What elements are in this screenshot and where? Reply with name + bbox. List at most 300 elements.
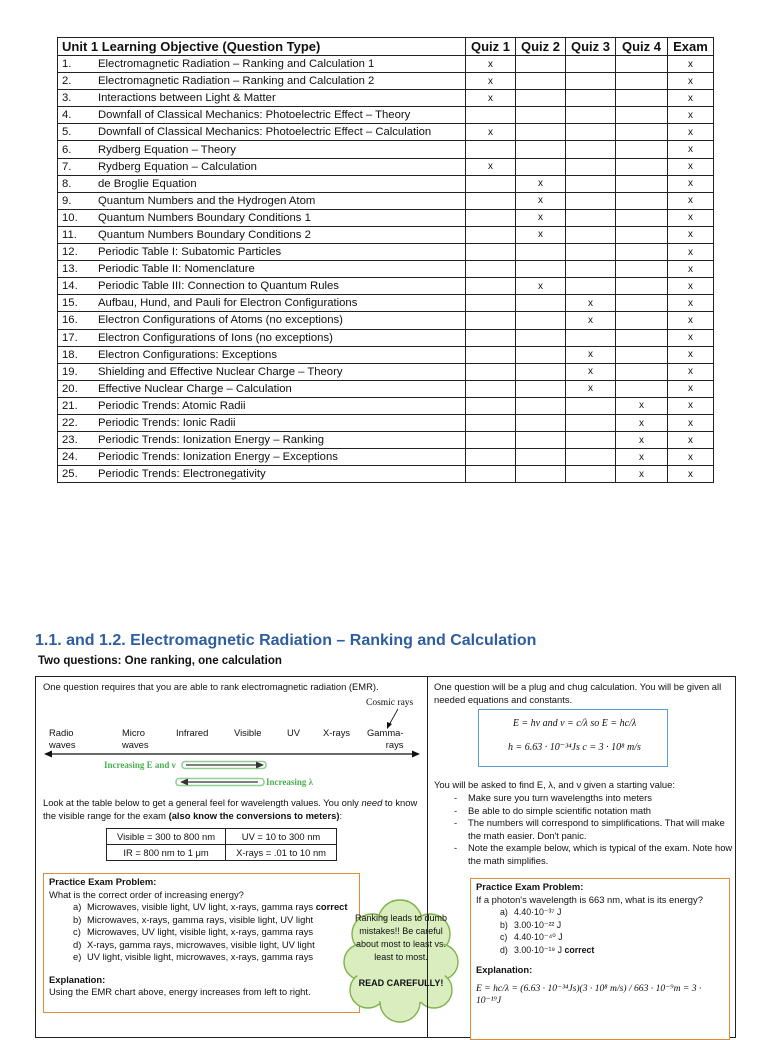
answer-option bbox=[500, 919, 726, 932]
assessment-mark: x bbox=[668, 56, 714, 73]
calculation-explanation-equation: E = hc/λ = (6.63 · 10⁻³⁴Js)(3 · 10⁸ m/s) / 663 · 10⁻⁹m = 3 · 10⁻¹⁹J bbox=[476, 982, 702, 1006]
objective-cell bbox=[58, 380, 466, 397]
assessment-mark bbox=[516, 449, 566, 466]
answer-option bbox=[73, 951, 354, 964]
assessment-mark: x bbox=[516, 192, 566, 209]
emr-radio-line2: waves bbox=[49, 739, 76, 750]
answer-letter: c) bbox=[73, 926, 81, 937]
assessment-mark bbox=[566, 107, 616, 124]
assessment-mark bbox=[566, 414, 616, 431]
objective-number: 4. bbox=[62, 109, 72, 122]
objective-number: 5. bbox=[62, 126, 72, 139]
assessment-mark bbox=[566, 278, 616, 295]
list-item: - Make sure you turn wavelengths into meters bbox=[468, 792, 734, 805]
assessment-mark bbox=[616, 312, 668, 329]
objective-number: 9. bbox=[62, 194, 72, 207]
table-row bbox=[107, 829, 337, 845]
table-row bbox=[58, 346, 714, 363]
assessment-mark: x bbox=[668, 449, 714, 466]
list-item: - Be able to do simple scientific notation math bbox=[468, 805, 734, 818]
objective-cell bbox=[58, 124, 466, 141]
assessment-mark: x bbox=[516, 278, 566, 295]
ranking-practice-title: Practice Exam Problem: bbox=[49, 876, 157, 887]
assessment-mark: x bbox=[616, 397, 668, 414]
answer-option bbox=[500, 944, 726, 957]
answer-letter: d) bbox=[500, 944, 508, 955]
answer-option bbox=[73, 914, 354, 927]
assessment-mark bbox=[616, 380, 668, 397]
assessment-mark: x bbox=[668, 175, 714, 192]
objective-text: Periodic Table II: Nomenclature bbox=[98, 263, 255, 276]
table-row bbox=[58, 397, 714, 414]
objective-text: Periodic Trends: Atomic Radii bbox=[98, 399, 246, 412]
wavelength-guidance-mid: to know the visible range for the exam bbox=[43, 797, 418, 821]
assessment-mark: x bbox=[516, 209, 566, 226]
ranking-practice-question: What is the correct order of increasing energy? bbox=[49, 888, 244, 900]
assessment-mark bbox=[616, 209, 668, 226]
assessment-mark bbox=[516, 414, 566, 431]
assessment-mark bbox=[566, 329, 616, 346]
calculation-ask: You will be asked to find E, λ, and ν given a starting value: bbox=[434, 779, 675, 790]
assessment-mark: x bbox=[668, 158, 714, 175]
objective-cell bbox=[58, 449, 466, 466]
assessment-mark: x bbox=[668, 209, 714, 226]
objective-cell bbox=[58, 363, 466, 380]
wavelength-guidance-pre: Look at the table below to get a general feel for wavelength values. You only bbox=[43, 797, 362, 808]
assessment-mark bbox=[466, 175, 516, 192]
answer-option bbox=[73, 939, 354, 952]
objective-text: Electron Configurations of Ions (no exceptions) bbox=[98, 331, 333, 344]
objective-number: 6. bbox=[62, 143, 72, 156]
answer-text: Microwaves, x-rays, gamma rays, visible light, UV light bbox=[87, 913, 314, 925]
assessment-mark bbox=[466, 329, 516, 346]
table-row bbox=[58, 244, 714, 261]
wavelength-ranges-table bbox=[106, 828, 337, 861]
assessment-mark bbox=[566, 226, 616, 243]
assessment-mark bbox=[616, 192, 668, 209]
assessment-mark: x bbox=[566, 295, 616, 312]
answer-letter: c) bbox=[500, 932, 508, 942]
calculation-tips-list bbox=[434, 792, 734, 867]
table-row bbox=[58, 90, 714, 107]
objective-cell bbox=[58, 158, 466, 175]
objective-text: Shielding and Effective Nuclear Charge – Theory bbox=[98, 365, 343, 378]
assessment-mark bbox=[466, 226, 516, 243]
objective-number: 12. bbox=[62, 246, 78, 259]
ranking-intro: One question requires that you are able to rank electromagnetic radiation (EMR). bbox=[43, 681, 379, 692]
objective-number: 10. bbox=[62, 211, 78, 224]
table-row bbox=[58, 295, 714, 312]
equation-constants: h = 6.63 · 10⁻³⁴Js c = 3 · 10⁸ m/s bbox=[508, 742, 641, 753]
objective-cell bbox=[58, 346, 466, 363]
assessment-mark: x bbox=[566, 346, 616, 363]
answer-option bbox=[73, 926, 354, 939]
answer-option bbox=[500, 906, 726, 919]
wavelength-uv: UV = 10 to 300 nm bbox=[226, 829, 337, 845]
assessment-mark: x bbox=[668, 414, 714, 431]
assessment-mark: x bbox=[466, 73, 516, 90]
objective-text: Periodic Trends: Ionization Energy – Exceptions bbox=[98, 451, 338, 464]
assessment-mark bbox=[466, 414, 516, 431]
objective-text: Effective Nuclear Charge – Calculation bbox=[98, 382, 292, 395]
objective-number: 3. bbox=[62, 92, 72, 105]
table-row bbox=[58, 466, 714, 483]
answer-letter: a) bbox=[73, 901, 82, 912]
objective-cell bbox=[58, 432, 466, 449]
warning-cloud-bold: READ CAREFULLY! bbox=[358, 978, 444, 988]
objective-text: Electromagnetic Radiation – Ranking and Calculation 2 bbox=[98, 75, 375, 88]
table-header-row bbox=[58, 38, 714, 56]
assessment-mark bbox=[566, 141, 616, 158]
increasing-energy-label: Increasing E and ν bbox=[104, 760, 176, 770]
assessment-mark bbox=[466, 449, 516, 466]
ranking-answer-list bbox=[49, 901, 354, 964]
objective-cell bbox=[58, 192, 466, 209]
cosmic-rays-label: Cosmic rays bbox=[366, 698, 414, 708]
objective-text: de Broglie Equation bbox=[98, 177, 197, 190]
objective-number: 1. bbox=[62, 58, 72, 71]
objective-number: 11. bbox=[62, 228, 77, 241]
assessment-mark bbox=[516, 432, 566, 449]
assessment-mark bbox=[466, 397, 516, 414]
increasing-wavelength-label: Increasing λ bbox=[266, 777, 314, 787]
assessment-mark bbox=[616, 295, 668, 312]
assessment-mark bbox=[616, 261, 668, 278]
objective-number: 2. bbox=[62, 75, 72, 88]
calculation-practice-title: Practice Exam Problem: bbox=[476, 881, 584, 892]
table-row bbox=[58, 261, 714, 278]
emr-micro-line1: Micro bbox=[122, 727, 145, 738]
header-exam: Exam bbox=[668, 38, 714, 56]
header-quiz-3: Quiz 3 bbox=[566, 38, 616, 56]
answer-option bbox=[73, 901, 354, 914]
emr-uv: UV bbox=[287, 727, 301, 738]
assessment-mark bbox=[466, 432, 516, 449]
assessment-mark bbox=[516, 466, 566, 483]
assessment-mark bbox=[616, 278, 668, 295]
assessment-mark bbox=[566, 175, 616, 192]
emr-gamma bbox=[367, 727, 403, 751]
emr-xrays: X-rays bbox=[323, 727, 351, 738]
emr-visible: Visible bbox=[234, 727, 262, 738]
assessment-mark bbox=[616, 107, 668, 124]
assessment-mark bbox=[566, 90, 616, 107]
assessment-mark: x bbox=[668, 432, 714, 449]
assessment-mark bbox=[616, 141, 668, 158]
assessment-mark: x bbox=[668, 124, 714, 141]
assessment-mark bbox=[466, 209, 516, 226]
assessment-mark bbox=[616, 244, 668, 261]
objective-cell bbox=[58, 107, 466, 124]
assessment-mark bbox=[516, 90, 566, 107]
assessment-mark bbox=[516, 312, 566, 329]
objective-number: 25. bbox=[62, 468, 78, 481]
objective-cell bbox=[58, 312, 466, 329]
correct-marker: correct bbox=[564, 944, 595, 955]
assessment-mark bbox=[566, 397, 616, 414]
assessment-mark bbox=[566, 192, 616, 209]
assessment-mark bbox=[516, 261, 566, 278]
objective-cell bbox=[58, 90, 466, 107]
assessment-mark bbox=[516, 124, 566, 141]
objective-number: 17. bbox=[62, 331, 78, 344]
wavelength-guidance-post: : bbox=[339, 809, 343, 821]
table-row bbox=[107, 845, 337, 861]
objective-number: 8. bbox=[62, 177, 72, 190]
table-row bbox=[58, 192, 714, 209]
assessment-mark bbox=[616, 158, 668, 175]
wavelength-guidance-em: need bbox=[361, 797, 383, 808]
wavelength-xrays: X-rays = .01 to 10 nm bbox=[226, 845, 337, 861]
objective-cell bbox=[58, 141, 466, 158]
calculation-explanation-title: Explanation: bbox=[476, 964, 533, 975]
table-row bbox=[58, 107, 714, 124]
objective-text: Periodic Trends: Ionic Radii bbox=[98, 417, 236, 430]
objective-cell bbox=[58, 261, 466, 278]
assessment-mark: x bbox=[668, 90, 714, 107]
header-quiz-2: Quiz 2 bbox=[516, 38, 566, 56]
assessment-mark: x bbox=[466, 158, 516, 175]
objective-cell bbox=[58, 329, 466, 346]
assessment-mark: x bbox=[668, 363, 714, 380]
assessment-mark bbox=[616, 90, 668, 107]
assessment-mark bbox=[466, 244, 516, 261]
assessment-mark bbox=[566, 244, 616, 261]
answer-text: 3.00·10⁻¹⁹ J bbox=[514, 944, 565, 955]
objective-text: Electron Configurations of Atoms (no exceptions) bbox=[98, 314, 343, 327]
assessment-mark bbox=[466, 192, 516, 209]
assessment-mark: x bbox=[566, 312, 616, 329]
ranking-explanation-title: Explanation: bbox=[49, 973, 106, 985]
assessment-mark bbox=[466, 346, 516, 363]
assessment-mark bbox=[616, 226, 668, 243]
objective-cell bbox=[58, 397, 466, 414]
assessment-mark bbox=[466, 295, 516, 312]
answer-text: 4.40·10⁻⁴⁰ J bbox=[514, 932, 563, 942]
table-row bbox=[58, 380, 714, 397]
assessment-mark bbox=[516, 380, 566, 397]
emr-radio bbox=[49, 727, 76, 751]
assessment-mark bbox=[616, 363, 668, 380]
assessment-mark: x bbox=[668, 329, 714, 346]
assessment-mark bbox=[566, 124, 616, 141]
assessment-mark bbox=[466, 363, 516, 380]
objective-text: Downfall of Classical Mechanics: Photoelectric Effect – Theory bbox=[98, 109, 411, 122]
answer-text: UV light, visible light, microwaves, x-rays, gamma rays bbox=[87, 951, 314, 962]
answer-text: Microwaves, visible light, UV light, x-rays, gamma rays bbox=[87, 901, 316, 912]
assessment-mark: x bbox=[616, 432, 668, 449]
wavelength-visible: Visible = 300 to 800 nm bbox=[107, 829, 226, 845]
emr-micro bbox=[122, 727, 149, 751]
assessment-mark bbox=[516, 107, 566, 124]
assessment-mark bbox=[516, 329, 566, 346]
emr-infrared: Infrared bbox=[176, 727, 209, 738]
answer-letter: b) bbox=[73, 913, 82, 925]
table-row bbox=[58, 329, 714, 346]
objective-text: Interactions between Light & Matter bbox=[98, 92, 276, 105]
assessment-mark: x bbox=[668, 397, 714, 414]
table-row bbox=[58, 158, 714, 175]
objective-cell bbox=[58, 295, 466, 312]
objectives-table bbox=[57, 37, 714, 483]
answer-letter: a) bbox=[500, 907, 508, 917]
answer-letter: d) bbox=[73, 938, 82, 950]
assessment-mark bbox=[566, 158, 616, 175]
objective-cell bbox=[58, 175, 466, 192]
table-row bbox=[58, 56, 714, 73]
table-row bbox=[58, 226, 714, 243]
assessment-mark: x bbox=[668, 312, 714, 329]
assessment-mark bbox=[466, 380, 516, 397]
objective-number: 24. bbox=[62, 451, 78, 464]
objective-number: 21. bbox=[62, 399, 78, 412]
assessment-mark: x bbox=[668, 346, 714, 363]
objective-cell bbox=[58, 209, 466, 226]
assessment-mark bbox=[466, 312, 516, 329]
emr-gamma-line2: rays bbox=[385, 739, 404, 750]
emr-micro-line2: waves bbox=[122, 739, 149, 750]
assessment-mark: x bbox=[668, 226, 714, 243]
table-row bbox=[58, 414, 714, 431]
answer-text: X-rays, gamma rays, microwaves, visible light, UV light bbox=[87, 938, 315, 950]
assessment-mark: x bbox=[616, 414, 668, 431]
objective-number: 22. bbox=[62, 417, 78, 430]
objective-text: Periodic Trends: Electronegativity bbox=[98, 468, 266, 481]
assessment-mark bbox=[466, 107, 516, 124]
assessment-mark: x bbox=[668, 466, 714, 483]
table-row bbox=[58, 175, 714, 192]
assessment-mark: x bbox=[516, 226, 566, 243]
objective-cell bbox=[58, 73, 466, 90]
ranking-explanation-text: Using the EMR chart above, energy increases from left to right. bbox=[49, 986, 311, 997]
assessment-mark bbox=[516, 73, 566, 90]
header-quiz-1: Quiz 1 bbox=[466, 38, 516, 56]
objective-text: Rydberg Equation – Theory bbox=[98, 143, 236, 156]
list-item: - The numbers will correspond to simplifications. That will make the math easier. Don't panic. bbox=[468, 817, 734, 842]
assessment-mark bbox=[616, 73, 668, 90]
answer-option bbox=[500, 931, 726, 944]
assessment-mark bbox=[466, 278, 516, 295]
table-row bbox=[58, 312, 714, 329]
assessment-mark bbox=[616, 346, 668, 363]
objective-number: 13. bbox=[62, 263, 78, 276]
assessment-mark bbox=[566, 209, 616, 226]
objective-cell bbox=[58, 278, 466, 295]
objective-text: Periodic Table I: Subatomic Particles bbox=[98, 246, 282, 259]
assessment-mark: x bbox=[516, 175, 566, 192]
assessment-mark bbox=[516, 346, 566, 363]
objective-text: Aufbau, Hund, and Pauli for Electron Configurations bbox=[98, 297, 358, 310]
objective-cell bbox=[58, 56, 466, 73]
answer-text: 3.00·10⁻²² J bbox=[514, 919, 562, 930]
assessment-mark bbox=[566, 449, 616, 466]
table-row bbox=[58, 141, 714, 158]
wavelength-guidance bbox=[43, 797, 421, 822]
objective-number: 16. bbox=[62, 314, 78, 327]
assessment-mark: x bbox=[668, 380, 714, 397]
assessment-mark bbox=[466, 466, 516, 483]
objective-text: Downfall of Classical Mechanics: Photoelectric Effect – Calculation bbox=[98, 126, 432, 139]
objectives-table-body bbox=[58, 56, 714, 483]
assessment-mark: x bbox=[466, 90, 516, 107]
header-quiz-4: Quiz 4 bbox=[616, 38, 668, 56]
assessment-mark: x bbox=[616, 449, 668, 466]
assessment-mark: x bbox=[668, 107, 714, 124]
assessment-mark bbox=[516, 244, 566, 261]
objective-text: Periodic Table III: Connection to Quantum Rules bbox=[98, 280, 339, 293]
objective-text: Electromagnetic Radiation – Ranking and Calculation 1 bbox=[98, 58, 375, 71]
objective-number: 19. bbox=[62, 365, 78, 378]
objective-number: 23. bbox=[62, 434, 78, 447]
table-row bbox=[58, 209, 714, 226]
objective-text: Electron Configurations: Exceptions bbox=[98, 348, 277, 361]
table-row bbox=[58, 73, 714, 90]
assessment-mark bbox=[466, 261, 516, 278]
answer-text: 4.40·10⁻³⁷ J bbox=[514, 907, 562, 917]
objective-text: Quantum Numbers and the Hydrogen Atom bbox=[98, 194, 316, 207]
calculation-practice-box bbox=[470, 878, 730, 1040]
assessment-mark: x bbox=[566, 363, 616, 380]
assessment-mark: x bbox=[668, 295, 714, 312]
objective-text: Rydberg Equation – Calculation bbox=[98, 160, 257, 173]
assessment-mark bbox=[516, 141, 566, 158]
assessment-mark: x bbox=[668, 192, 714, 209]
objective-text: Quantum Numbers Boundary Conditions 2 bbox=[98, 228, 311, 241]
assessment-mark bbox=[516, 158, 566, 175]
assessment-mark bbox=[566, 73, 616, 90]
assessment-mark bbox=[516, 295, 566, 312]
assessment-mark: x bbox=[616, 466, 668, 483]
assessment-mark bbox=[616, 124, 668, 141]
assessment-mark bbox=[616, 56, 668, 73]
emr-gamma-line1: Gamma- bbox=[367, 727, 404, 738]
objective-text: Periodic Trends: Ionization Energy – Ranking bbox=[98, 434, 325, 447]
warning-cloud-text: Ranking leads to dumb mistakes!! Be careful about most to least vs. least to most. bbox=[354, 913, 448, 962]
header-objective: Unit 1 Learning Objective (Question Type) bbox=[58, 38, 466, 56]
assessment-mark bbox=[566, 56, 616, 73]
assessment-mark: x bbox=[668, 73, 714, 90]
calculation-panel bbox=[427, 676, 736, 1038]
assessment-mark: x bbox=[466, 56, 516, 73]
table-row bbox=[58, 363, 714, 380]
equation-energy: E = hν and v = c/λ so E = hc/λ bbox=[512, 718, 637, 729]
objective-cell bbox=[58, 466, 466, 483]
calculation-practice-question: If a photon's wavelength is 663 nm, what is its energy? bbox=[476, 893, 703, 905]
answer-letter: b) bbox=[500, 919, 508, 930]
table-row bbox=[58, 278, 714, 295]
assessment-mark: x bbox=[466, 124, 516, 141]
equations-box bbox=[478, 709, 668, 767]
assessment-mark bbox=[566, 261, 616, 278]
objective-number: 14. bbox=[62, 280, 78, 293]
assessment-mark bbox=[566, 466, 616, 483]
answer-letter: e) bbox=[73, 951, 82, 962]
assessment-mark bbox=[516, 397, 566, 414]
ranking-practice-box bbox=[43, 873, 360, 1013]
objective-number: 7. bbox=[62, 160, 72, 173]
answer-text: Microwaves, UV light, visible light, x-rays, gamma rays bbox=[87, 926, 314, 937]
section-subtitle: Two questions: One ranking, one calculation bbox=[38, 655, 282, 667]
assessment-mark bbox=[616, 175, 668, 192]
assessment-mark bbox=[566, 432, 616, 449]
objective-number: 18. bbox=[62, 348, 78, 361]
objective-cell bbox=[58, 226, 466, 243]
assessment-mark bbox=[516, 56, 566, 73]
wavelength-ir: IR = 800 nm to 1 μm bbox=[107, 845, 226, 861]
assessment-mark: x bbox=[668, 244, 714, 261]
emr-radio-line1: Radio bbox=[49, 727, 74, 738]
objective-number: 20. bbox=[62, 382, 78, 395]
